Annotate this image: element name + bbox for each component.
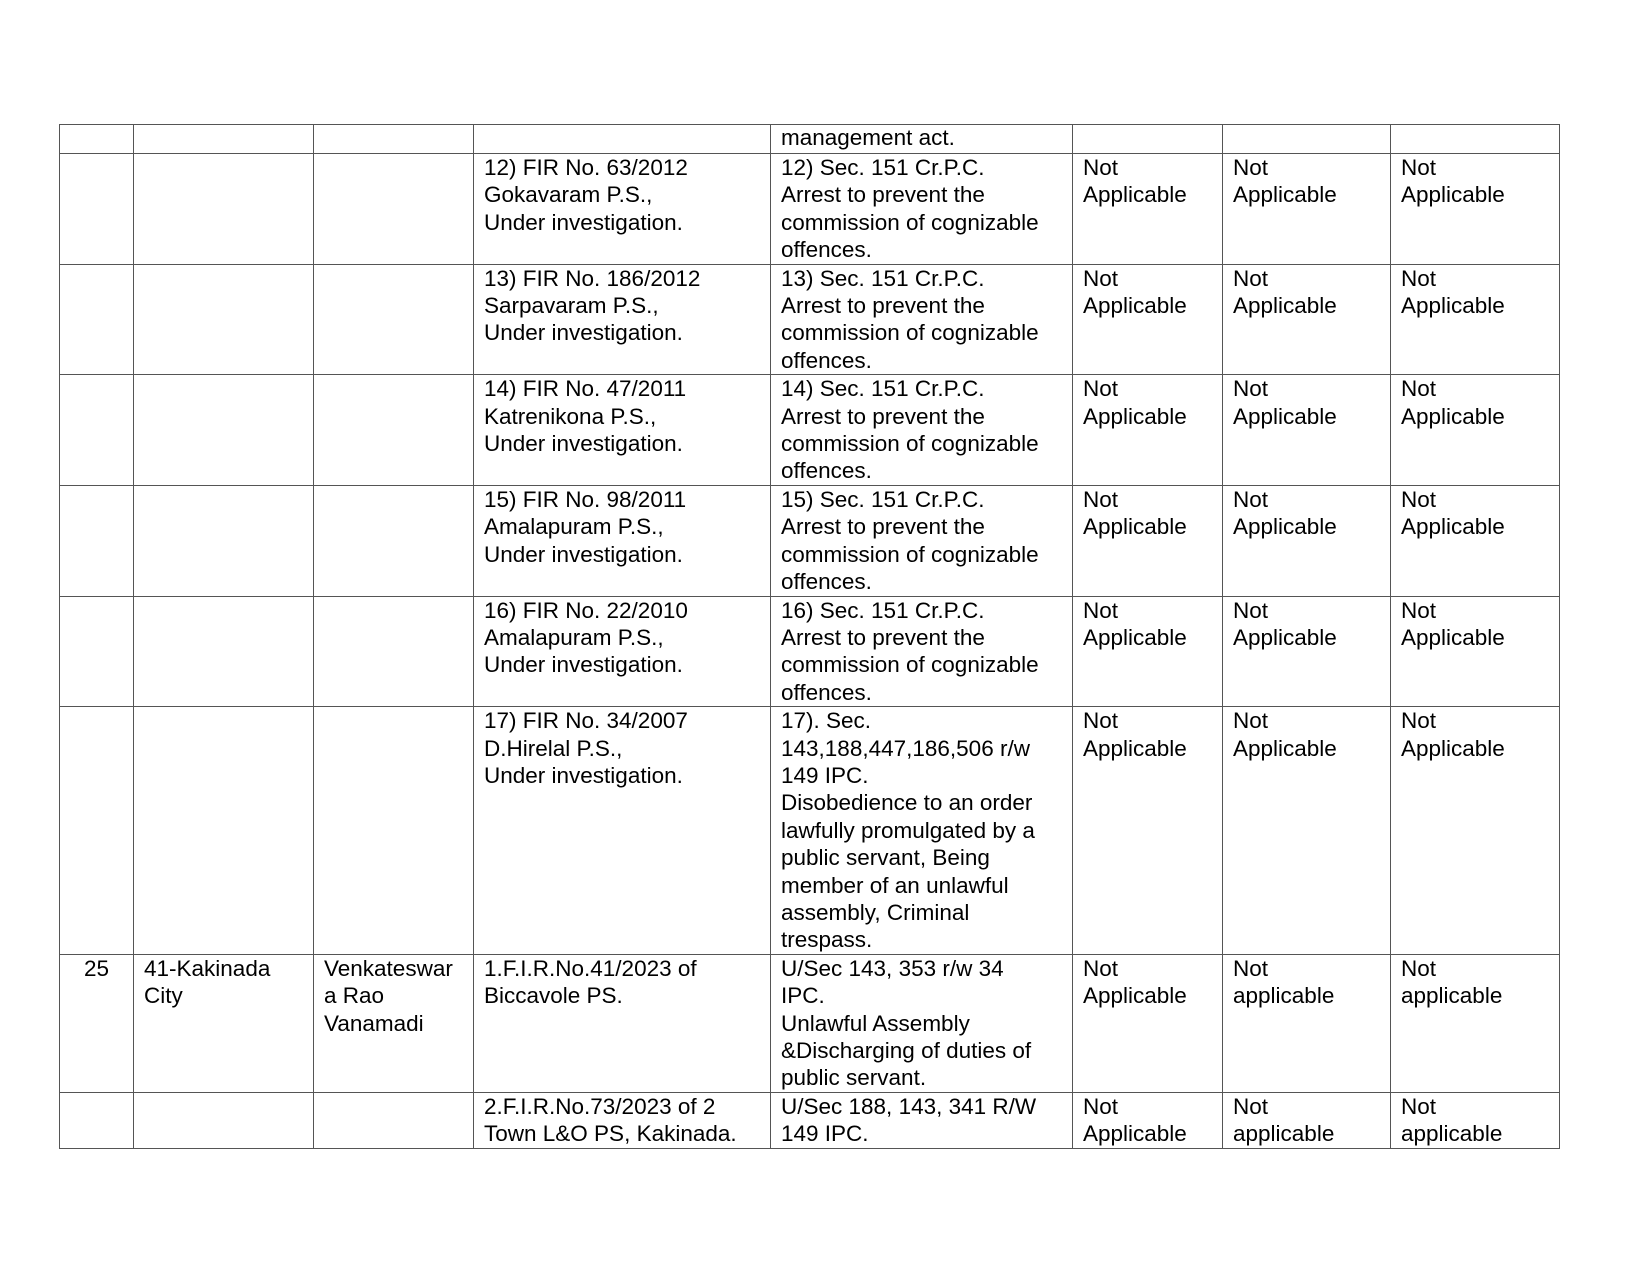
candidate-name-cell (314, 596, 474, 707)
status-cell-c (1391, 125, 1560, 154)
candidate-name-cell (314, 707, 474, 955)
candidate-name-cell (314, 1092, 474, 1148)
constituency-cell (134, 707, 314, 955)
serial-number-cell (60, 125, 134, 154)
sections-cell: 15) Sec. 151 Cr.P.C. Arrest to prevent the commission of cognizable offences. (771, 485, 1073, 596)
status-cell-b: Not Applicable (1223, 485, 1391, 596)
candidate-name-cell (314, 264, 474, 375)
constituency-cell (134, 375, 314, 486)
sections-cell: U/Sec 143, 353 r/w 34 IPC. Unlawful Assembly &Discharging of duties of public servant. (771, 954, 1073, 1092)
status-cell-a: Not Applicable (1073, 485, 1223, 596)
serial-number-cell: 25 (60, 954, 134, 1092)
table-row (60, 154, 1560, 265)
cases-table (59, 124, 1560, 1149)
status-cell-b: Not Applicable (1223, 375, 1391, 486)
serial-number-cell (60, 596, 134, 707)
table-row (60, 707, 1560, 955)
sections-cell: U/Sec 188, 143, 341 R/W 149 IPC. (771, 1092, 1073, 1148)
status-cell-c: Not applicable (1391, 1092, 1560, 1148)
status-cell-c: Not Applicable (1391, 596, 1560, 707)
sections-cell: management act. (771, 125, 1073, 154)
status-cell-a (1073, 125, 1223, 154)
status-cell-b: Not Applicable (1223, 154, 1391, 265)
case-details-cell: 15) FIR No. 98/2011 Amalapuram P.S., Under investigation. (474, 485, 771, 596)
case-details-cell (474, 125, 771, 154)
table-row (60, 375, 1560, 486)
case-details-cell: 17) FIR No. 34/2007 D.Hirelal P.S., Under investigation. (474, 707, 771, 955)
sections-cell: 16) Sec. 151 Cr.P.C. Arrest to prevent the commission of cognizable offences. (771, 596, 1073, 707)
table-row (60, 954, 1560, 1092)
constituency-cell: 41-Kakinada City (134, 954, 314, 1092)
constituency-cell (134, 596, 314, 707)
serial-number-cell (60, 154, 134, 265)
table-row (60, 125, 1560, 154)
case-details-cell: 14) FIR No. 47/2011 Katrenikona P.S., Under investigation. (474, 375, 771, 486)
serial-number-cell (60, 485, 134, 596)
status-cell-a: Not Applicable (1073, 154, 1223, 265)
status-cell-a: Not Applicable (1073, 264, 1223, 375)
constituency-cell (134, 485, 314, 596)
serial-number-cell (60, 264, 134, 375)
status-cell-b: Not applicable (1223, 954, 1391, 1092)
status-cell-b (1223, 125, 1391, 154)
constituency-cell (134, 1092, 314, 1148)
constituency-cell (134, 125, 314, 154)
sections-cell: 14) Sec. 151 Cr.P.C. Arrest to prevent the commission of cognizable offences. (771, 375, 1073, 486)
serial-number-cell (60, 375, 134, 486)
table-row (60, 485, 1560, 596)
table-row (60, 596, 1560, 707)
case-details-cell: 2.F.I.R.No.73/2023 of 2 Town L&O PS, Kakinada. (474, 1092, 771, 1148)
case-details-cell: 12) FIR No. 63/2012 Gokavaram P.S., Under investigation. (474, 154, 771, 265)
candidate-name-cell (314, 125, 474, 154)
case-details-cell: 13) FIR No. 186/2012 Sarpavaram P.S., Under investigation. (474, 264, 771, 375)
status-cell-c: Not Applicable (1391, 154, 1560, 265)
case-details-cell: 1.F.I.R.No.41/2023 of Biccavole PS. (474, 954, 771, 1092)
sections-cell: 12) Sec. 151 Cr.P.C. Arrest to prevent the commission of cognizable offences. (771, 154, 1073, 265)
status-cell-b: Not Applicable (1223, 264, 1391, 375)
status-cell-a: Not Applicable (1073, 375, 1223, 486)
status-cell-a: Not Applicable (1073, 1092, 1223, 1148)
table-row (60, 1092, 1560, 1148)
case-details-cell: 16) FIR No. 22/2010 Amalapuram P.S., Under investigation. (474, 596, 771, 707)
status-cell-c: Not applicable (1391, 954, 1560, 1092)
candidate-name-cell (314, 485, 474, 596)
candidate-name-cell (314, 375, 474, 486)
serial-number-cell (60, 1092, 134, 1148)
status-cell-a: Not Applicable (1073, 954, 1223, 1092)
status-cell-b: Not applicable (1223, 1092, 1391, 1148)
status-cell-c: Not Applicable (1391, 485, 1560, 596)
status-cell-c: Not Applicable (1391, 707, 1560, 955)
status-cell-c: Not Applicable (1391, 375, 1560, 486)
status-cell-a: Not Applicable (1073, 707, 1223, 955)
serial-number-cell (60, 707, 134, 955)
status-cell-a: Not Applicable (1073, 596, 1223, 707)
status-cell-b: Not Applicable (1223, 707, 1391, 955)
sections-cell: 17). Sec. 143,188,447,186,506 r/w 149 IPC. Disobedience to an order lawfully promulgated by a public servant, Being member of an unlawful assembly, Criminal trespass. (771, 707, 1073, 955)
constituency-cell (134, 264, 314, 375)
constituency-cell (134, 154, 314, 265)
candidate-name-cell (314, 154, 474, 265)
status-cell-c: Not Applicable (1391, 264, 1560, 375)
candidate-name-cell: Venkateswar a Rao Vanamadi (314, 954, 474, 1092)
table-row (60, 264, 1560, 375)
status-cell-b: Not Applicable (1223, 596, 1391, 707)
sections-cell: 13) Sec. 151 Cr.P.C. Arrest to prevent the commission of cognizable offences. (771, 264, 1073, 375)
